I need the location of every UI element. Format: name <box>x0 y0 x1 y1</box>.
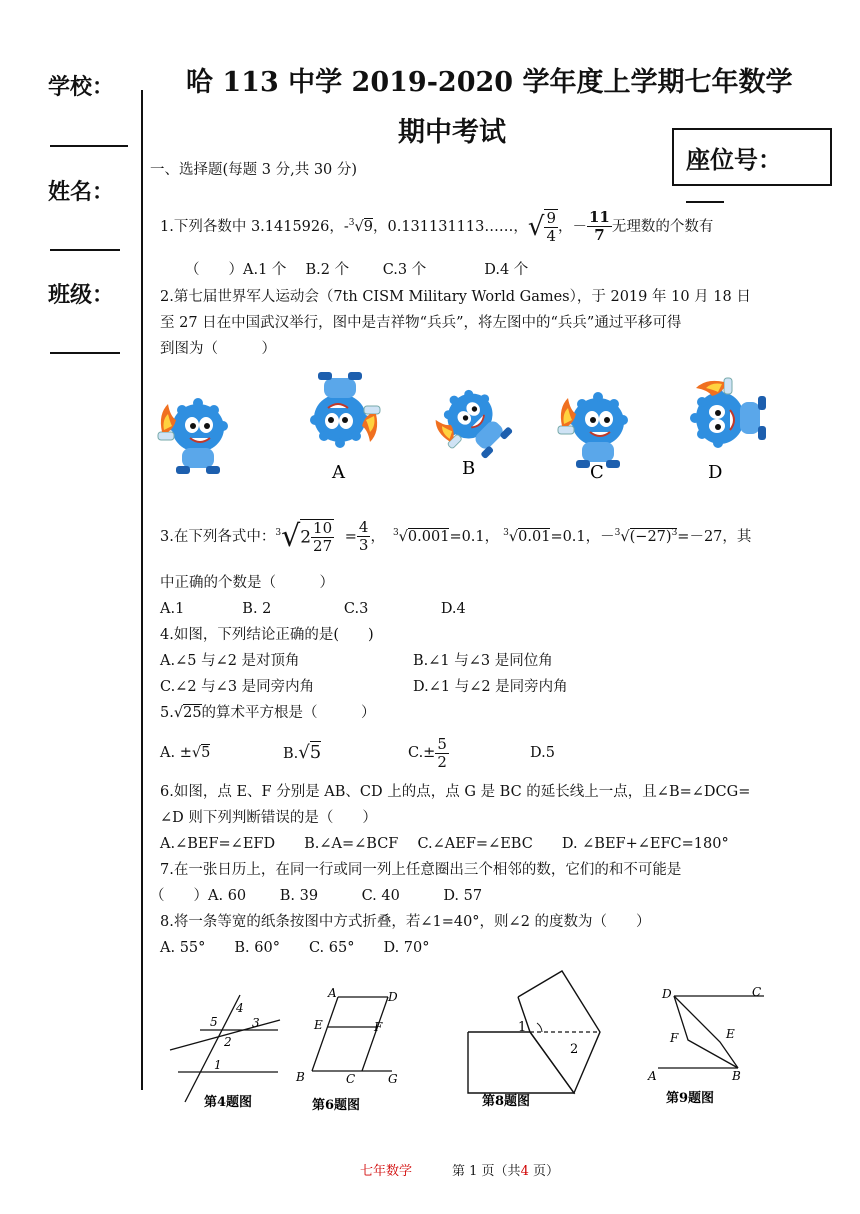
question-5-option-d: D.5 <box>530 745 555 761</box>
question-3-line2: 中正确的个数是（ ） <box>160 575 334 591</box>
sqrt-nine-quarters: $\frac{9}{4}$ <box>546 208 556 245</box>
question-1-options: （ ）A.1 个 B.2 个 C.3 个 D.4 个 <box>185 262 529 278</box>
class-blank[interactable] <box>50 352 120 354</box>
question-2-line3: 到图为（ ） <box>160 341 276 357</box>
fig6-label-d: D <box>388 990 398 1004</box>
question-5-stem: 5.√25的算术平方根是（ ） <box>160 705 376 721</box>
footer-total: 4 <box>520 1164 529 1179</box>
fig4-label-2: 2 <box>224 1035 232 1049</box>
name-blank[interactable] <box>50 249 120 251</box>
question-8-line1: 8.将一条等宽的纸条按图中方式折叠，若∠1=40°，则∠2 的度数为（ ） <box>160 914 651 930</box>
fig4-caption: 第4题图 <box>204 1095 253 1110</box>
footer-page-end: 页） <box>528 1164 559 1179</box>
question-2-line2: 至 27 日在中国武汉举行，图中是吉祥物“兵兵”，将左图中的“兵兵”通过平移可得 <box>160 315 682 331</box>
footer-page: 第 1 页（共 <box>452 1164 521 1179</box>
question-3-stem: 3.在下列各式中：$^3$√2 $\frac{10}{27}$ = $\frac{4}{3}$ ， $^3$√0.001=0.1， $^3$√0.01=0.1，$-^3√(-27)^3=-27$，其 <box>160 518 752 555</box>
fig8-caption: 第8题图 <box>482 1094 531 1109</box>
mixed-number: 2 $\frac{10}{27}$ <box>300 518 333 555</box>
seat-number-box <box>672 128 832 186</box>
mascot-option-d[interactable] <box>690 378 766 448</box>
question-5-option-c: C.± $\frac{5}{2}$ <box>408 734 447 771</box>
fig6-label-e: E <box>314 1018 323 1032</box>
school-blank[interactable] <box>50 145 128 147</box>
fig4-label-4: 4 <box>236 1001 244 1015</box>
fig8-label-2: 2 <box>570 1042 579 1057</box>
school-label: 学校： <box>48 75 115 100</box>
question-5-option-a: A. ±√5 <box>160 745 211 761</box>
question-1-stem: 1.下列各数中 3.1415926，-$^3$√9，0.131131113……，√ $\frac{9}{4}$ ，－ $\frac{11}{7}$ 无理数的个数有 <box>160 208 714 245</box>
name-label: 姓名： <box>48 180 115 205</box>
fig4-label-5: 5 <box>210 1015 218 1029</box>
question-4-option-c: C.∠2 与∠3 是同旁内角 <box>160 679 315 695</box>
exam-title-line2: 期中考试 <box>398 117 506 148</box>
fig6-label-f: F <box>374 1020 383 1034</box>
question-6-options: A.∠BEF=∠EFD B.∠A=∠BCF C.∠AEF=∠EBC D. ∠BEF+∠EFC=180° <box>160 836 729 852</box>
fig6-label-b: B <box>296 1070 305 1084</box>
fig8-label-1: 1 <box>518 1020 527 1035</box>
fig6-label-c: C <box>346 1072 356 1086</box>
option-c-label: C <box>590 462 604 483</box>
seat-number-label: 座位号： <box>686 146 782 174</box>
question-8-options: A. 55° B. 60° C. 65° D. 70° <box>160 940 430 956</box>
page-footer <box>360 1160 559 1179</box>
question-4-option-d: D.∠1 与∠2 是同旁内角 <box>413 679 568 695</box>
option-d-label: D <box>708 462 723 483</box>
fig9-label-f: F <box>670 1031 679 1045</box>
figure-4 <box>160 990 290 1110</box>
question-6-line1: 6.如图，点 E、F 分别是 AB、CD 上的点，点 G 是 BC 的延长线上一点，且∠B=∠DCG= <box>160 784 751 800</box>
fraction-11-7: $\frac{11}{7}$ <box>588 208 610 245</box>
fig6-label-a: A <box>328 986 337 1000</box>
question-7-line2: （ ）A. 60 B. 39 C. 40 D. 57 <box>150 888 483 904</box>
question-4-stem: 4.如图，下列结论正确的是( ) <box>160 627 374 643</box>
mascot-figures <box>150 368 780 483</box>
figure-8 <box>462 965 612 1113</box>
option-a-label: A <box>332 462 345 483</box>
section-heading: 一、选择题(每题 3 分,共 30 分) <box>150 162 358 178</box>
fig9-label-a: A <box>648 1069 657 1083</box>
class-label: 班级： <box>48 283 115 308</box>
fig6-label-g: G <box>388 1072 398 1086</box>
question-7-line1: 7.在一张日历上，在同一行或同一列上任意圈出三个相邻的数，它们的和不可能是 <box>160 862 682 878</box>
question-3-options: A.1 B. 2 C.3 D.4 <box>160 601 466 617</box>
exam-title-line1: 哈 113 中学 2019-2020 学年度上学期七年数学 <box>186 67 793 98</box>
question-4-option-a: A.∠5 与∠2 是对顶角 <box>160 653 300 669</box>
mascot-option-a[interactable] <box>310 372 380 448</box>
question-6-line2: ∠D 则下列判断错误的是（ ） <box>160 810 377 826</box>
fig9-label-b: B <box>732 1069 741 1083</box>
footer-subject: 七年数学 <box>360 1164 413 1179</box>
option-b-label: B <box>462 458 476 479</box>
fig9-caption: 第9题图 <box>666 1091 715 1106</box>
fig9-label-d: D <box>662 987 672 1001</box>
fig4-label-3: 3 <box>252 1016 260 1030</box>
question-5-option-b: B.√5 <box>283 742 322 763</box>
fig6-caption: 第6题图 <box>312 1098 361 1113</box>
binding-line <box>141 90 143 1090</box>
figure-9 <box>640 980 780 1112</box>
mascot-option-b[interactable] <box>425 378 518 471</box>
question-2-line1: 2.第七届世界军人运动会（7th CISM Military World Games），于 2019 年 10 月 18 日 <box>160 289 751 305</box>
question-4-option-b: B.∠1 与∠3 是同位角 <box>413 653 553 669</box>
fig9-label-e: E <box>726 1027 735 1041</box>
mascot-original <box>158 398 228 474</box>
mascot-option-c[interactable] <box>558 392 628 468</box>
fig9-label-c: C <box>752 985 762 999</box>
figure-6 <box>290 985 410 1113</box>
cube-root-9: √9 <box>354 218 373 235</box>
fig4-label-1: 1 <box>214 1058 222 1072</box>
